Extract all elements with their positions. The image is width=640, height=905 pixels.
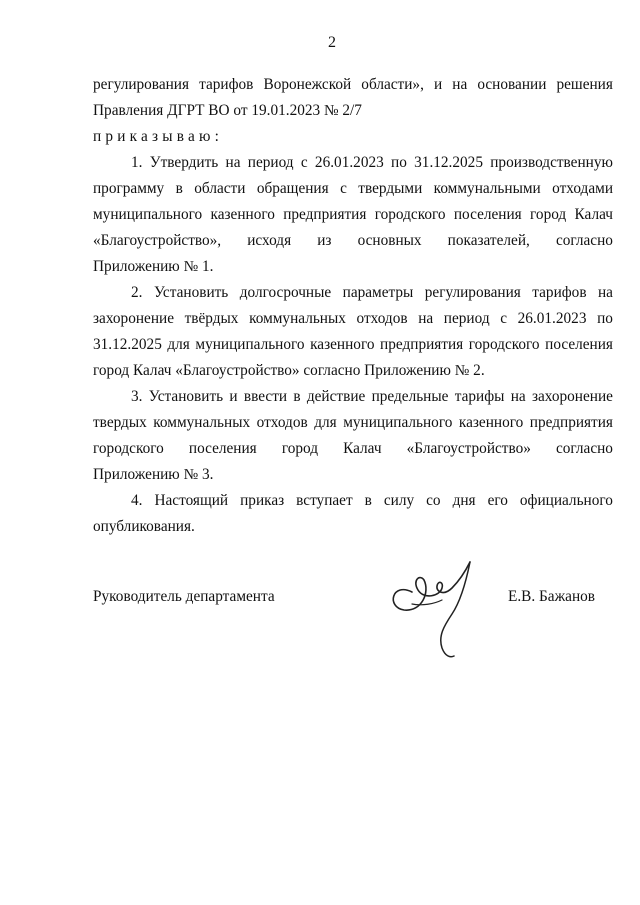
text-word: исходя [247, 232, 292, 249]
text-word: вступает [296, 492, 353, 509]
text-word: городского [468, 336, 540, 353]
text-word: казенного [310, 336, 375, 353]
text-word: на [225, 154, 241, 171]
text-word: по [597, 310, 613, 327]
text-word: и [434, 76, 443, 93]
clause-1-last-line: Приложению № 1. [93, 258, 214, 275]
text-word: период [443, 310, 490, 327]
text-word: долгосрочные [239, 284, 332, 301]
order-word: приказываю: [93, 128, 224, 145]
text-word: захоронение [531, 388, 613, 405]
text-word: действие [306, 388, 366, 405]
text-word: отходов [256, 414, 308, 431]
page-number: 2 [328, 34, 336, 51]
document-body [93, 72, 613, 540]
text-word: казенного [210, 206, 275, 223]
text-word: период [247, 154, 294, 171]
signatory-name: Е.В. Бажанов [508, 588, 596, 605]
text-word: по [391, 154, 407, 171]
text-word: городского [93, 440, 164, 457]
text-word: из [317, 232, 332, 249]
text-word: на [418, 310, 434, 327]
text-word: согласно [555, 232, 613, 249]
text-word: официального [519, 492, 613, 509]
intro-line-1 [93, 72, 613, 98]
clause-1-line [93, 202, 613, 228]
clause-4-line [93, 488, 613, 514]
text-word: с [500, 310, 508, 327]
text-word: предприятия [283, 206, 367, 223]
text-word: 3. [131, 388, 143, 405]
clause-3-last-line: Приложению № 3. [93, 466, 214, 483]
text-word: 4. [131, 492, 143, 509]
text-word: Настоящий [154, 492, 229, 509]
text-word: казенного [458, 414, 524, 431]
text-word: ввести [243, 388, 288, 405]
clause-4-last-line: опубликования. [93, 518, 195, 535]
text-word: предприятия [529, 414, 613, 431]
text-word: на [452, 76, 468, 93]
text-word: регулирования [424, 284, 521, 301]
text-word: захоронение [93, 310, 174, 327]
text-word: регулирования [93, 76, 190, 93]
text-word: согласно [555, 440, 613, 457]
text-word: дня [452, 492, 476, 509]
text-word: для [314, 414, 337, 431]
text-word: в [293, 388, 301, 405]
text-word: Калач [343, 440, 382, 457]
text-word: тарифов [532, 284, 587, 301]
text-word: отходов [356, 310, 408, 327]
text-word: Воронежской [263, 76, 352, 93]
clause-1-line [93, 150, 613, 176]
clause-1-line [93, 176, 613, 202]
text-word: твёрдых [184, 310, 239, 327]
text-word: области [194, 180, 246, 197]
text-word: Калач [574, 206, 613, 223]
text-word: поселения [188, 440, 257, 457]
text-word: обращения [256, 180, 329, 197]
text-word: с [340, 180, 347, 197]
text-word: его [487, 492, 508, 509]
text-word: Установить [148, 388, 224, 405]
text-word: 26.01.2023 [314, 154, 384, 171]
text-word: для [167, 336, 190, 353]
clause-4 [93, 488, 613, 540]
text-word: в [364, 492, 372, 509]
text-word: коммунальных [153, 414, 251, 431]
text-word: силу [383, 492, 415, 509]
text-word: на [598, 284, 613, 301]
text-word: с [300, 154, 308, 171]
text-word: основных [357, 232, 422, 249]
clause-3 [93, 384, 613, 488]
text-word: Утвердить [149, 154, 219, 171]
text-word: муниципального [93, 206, 203, 223]
text-word: тарифов [199, 76, 254, 93]
clause-2-line [93, 280, 613, 306]
text-word: твердыми [358, 180, 423, 197]
text-word: основании [477, 76, 547, 93]
text-word: предприятия [380, 336, 464, 353]
text-word: 31.12.2025 [414, 154, 483, 171]
text-word: предельные [371, 388, 449, 405]
text-word: «Благоустройство», [93, 232, 222, 249]
intro-line-2: Правления ДГРТ ВО от 19.01.2023 № 2/7 [93, 102, 362, 119]
clause-2 [93, 280, 613, 384]
clause-3-line [93, 436, 613, 462]
text-word: и [229, 388, 238, 405]
text-word: приказ [240, 492, 285, 509]
text-word: 31.12.2025 [93, 336, 162, 353]
text-word: коммунальными [433, 180, 541, 197]
text-word: муниципального [195, 336, 305, 353]
clause-1 [93, 150, 613, 280]
text-word: на [510, 388, 526, 405]
clause-1-line [93, 228, 613, 254]
text-word: тарифы [454, 388, 505, 405]
text-word: в [175, 180, 183, 197]
text-word: Установить [153, 284, 229, 301]
text-word: со [426, 492, 441, 509]
text-word: области», [361, 76, 424, 93]
text-word: городского [374, 206, 446, 223]
text-word: показателей, [447, 232, 530, 249]
text-word: твердых [93, 414, 147, 431]
text-word: поселения [545, 336, 613, 353]
text-word: отходами [552, 180, 613, 197]
text-word: производственную [490, 154, 613, 171]
text-word: город [530, 206, 567, 223]
text-word: 26.01.2023 [517, 310, 587, 327]
text-word: решения [556, 76, 613, 93]
clause-2-line [93, 306, 613, 332]
clause-2-last-line: город Калач «Благоустройство» согласно Приложению № 2. [93, 362, 485, 379]
text-word: 2. [131, 284, 143, 301]
clause-3-line [93, 410, 613, 436]
text-word: поселения [453, 206, 522, 223]
clause-3-line [93, 384, 613, 410]
signature-block [93, 584, 613, 610]
text-word: муниципального [343, 414, 453, 431]
text-word: город [281, 440, 318, 457]
signatory-title: Руководитель департамента [93, 588, 275, 605]
clause-2-line [93, 332, 613, 358]
text-word: 1. [131, 154, 143, 171]
text-word: параметры [342, 284, 414, 301]
text-word: «Благоустройство» [406, 440, 531, 457]
text-word: коммунальных [249, 310, 346, 327]
text-word: программу [93, 180, 165, 197]
